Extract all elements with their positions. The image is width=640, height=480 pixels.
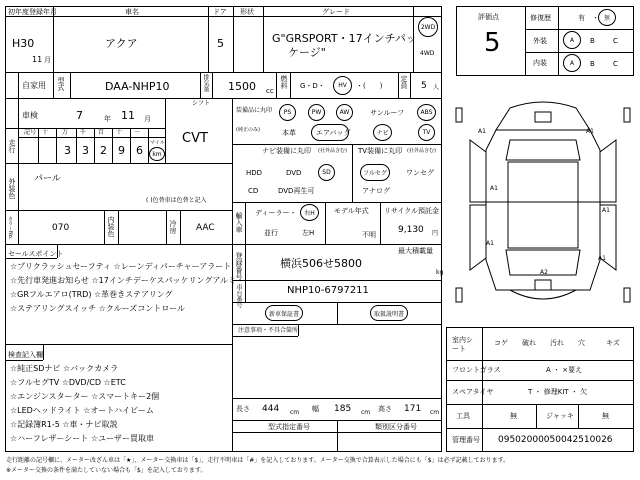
mileage-digit-header: 百 [98, 129, 105, 136]
divider [446, 360, 634, 361]
divider [94, 128, 95, 163]
footer-line-1: 走行距離の記号欄に、メーター改ざん車は「★」、メーター交換車は「$」、走行不明車は「#」を記入しております。メーター交換で合算表示した場合にも「$」は必ず記載しております。 [6, 457, 510, 464]
divider [5, 344, 232, 345]
equip-aw-circle: AW [336, 104, 353, 121]
nav-sd-circle: SD [318, 164, 335, 181]
equip-sunroof: サンルーフ [370, 109, 405, 117]
width-label: 幅 [312, 405, 319, 413]
interior-color-label: 内装色 [107, 216, 115, 237]
divider [18, 98, 19, 244]
tv-sub: (社外品含む) [407, 148, 436, 154]
first-reg-month-unit: 月 [44, 56, 51, 64]
divider [104, 210, 105, 244]
first-reg-era: H30 [12, 37, 35, 50]
manual-circle: 取扱説明書 [370, 305, 408, 321]
control-value: 09502000050042510026 [498, 435, 613, 445]
equip-tv-circle: TV [418, 124, 435, 141]
color-code-value: 070 [52, 223, 70, 233]
sales-point-line: ☆GRフルエアロ(TRD) ☆革巻きステアリング [10, 290, 173, 299]
exterior-c: C [613, 37, 618, 45]
shape-label: 形状 [240, 8, 254, 16]
damage-mark: A2 [540, 269, 548, 276]
front-glass-label: フロントガラス [452, 366, 501, 374]
chassis-label: 車台番号 [235, 284, 242, 308]
color-note: ( )色替車は色替と記入 [146, 197, 207, 204]
color-value: パール [34, 174, 61, 184]
exterior-a-circle: A [563, 31, 581, 49]
mileage-digit: 6 [136, 144, 143, 157]
sales-point-line: ☆ステアリングスイッチ ☆クルーズコントロール [10, 304, 186, 313]
divider [232, 336, 298, 337]
registration-value: 横浜506せ5800 [280, 257, 362, 270]
inspection-month-unit: 月 [144, 115, 151, 123]
drive-2wd-circle: 2WD [418, 17, 438, 37]
color-label: 外装色 [8, 178, 16, 199]
inspector-note-line: ☆ハーフレザーシート ☆ユーザー買取車 [10, 434, 155, 443]
mileage-digit: 9 [118, 144, 125, 157]
shift-label: シフト [192, 100, 211, 107]
equip-ps-circle: PS [279, 104, 296, 121]
score-value: 5 [484, 28, 501, 58]
divider [180, 210, 181, 244]
divider [148, 128, 149, 163]
divider [233, 6, 234, 72]
interior-a-circle: A [563, 54, 581, 72]
damage-mark: A1 [586, 128, 594, 135]
divider [57, 244, 58, 258]
drive-4wd: 4WD [420, 50, 435, 57]
interior-label: 内装 [533, 59, 547, 67]
equip-airbag: エアバッグ [316, 129, 351, 137]
recycle-unit: 円 [432, 230, 439, 237]
door-label: ドア [213, 8, 227, 16]
seat-option: キズ [606, 339, 620, 347]
type-value: DAA-NHP10 [105, 80, 170, 93]
sales-point-line: ☆先行車発進お知らせ ☆17インチデーケスパッケリングアルミ [10, 276, 237, 285]
capacity-label: 定員 [400, 75, 408, 89]
divider [263, 6, 264, 72]
divider [5, 244, 232, 245]
seat-option: 汚れ [550, 339, 564, 347]
equip-leather: 本革 [282, 129, 296, 137]
divider [232, 324, 442, 325]
divider [410, 72, 411, 98]
inspector-note-line: ☆LEDヘッドライト ☆オートハイビーム [10, 406, 154, 415]
ac-value: AAC [196, 223, 215, 233]
footer-line-2: ※メーター交換の条件を満たしていない場合も「$」を記入しております。 [6, 467, 207, 474]
damage-mark: A1 [602, 207, 610, 214]
import-right-hand-circle: 右H [300, 204, 319, 221]
spare-tire-label: スペアタイヤ [452, 388, 494, 396]
jack-value: 無 [602, 412, 609, 420]
divider [165, 98, 166, 163]
tv-title: TV装備に丸印 [358, 147, 403, 155]
sales-points-label: セールスポイント [8, 250, 64, 258]
control-label: 管理番号 [452, 436, 480, 444]
notes-label: 注意事項・不具合箇所 [238, 327, 299, 334]
grade-value-1: G"GRSPORT・17インチパッ [272, 32, 417, 45]
mileage-label: 走行 [8, 139, 16, 153]
divider [118, 210, 119, 244]
exterior-label: 外装 [533, 37, 547, 45]
shift-value: CVT [182, 131, 208, 146]
damage-mark: A1 [598, 255, 606, 262]
repair-label: 修復歴 [530, 14, 551, 22]
type-label: 型式 [57, 77, 65, 91]
divider [337, 420, 338, 452]
ac-label: 冷房 [169, 220, 177, 234]
divider [578, 404, 579, 428]
repair-sep: ・ [592, 14, 599, 22]
equip-airbag-circle [311, 124, 349, 141]
divider [70, 72, 71, 98]
car-damage-diagram [450, 90, 636, 322]
inspection-year-unit: 年 [104, 115, 111, 123]
front-glass-value: A ・ ×要え [546, 366, 583, 374]
mileage-digit-header: 万 [62, 129, 69, 136]
seat-option: コゲ [494, 339, 508, 347]
mileage-km-circle: km [149, 147, 165, 161]
import-label: 輸入車 [235, 212, 243, 233]
equipment-label: 装備品に丸印 [236, 107, 273, 114]
divider [18, 137, 165, 138]
divider [276, 72, 277, 98]
first-reg-label: 初年度登録年月 [8, 8, 57, 16]
divider [536, 404, 537, 428]
inspector-note-line: ☆純正SDナビ ☆バックカメラ [10, 364, 119, 373]
width-unit: cm [361, 409, 371, 416]
divider [5, 163, 232, 164]
equip-pw-circle: PW [308, 104, 325, 121]
inspector-note-line: ☆記録簿R1-5 ☆車・ナビ取説 [10, 420, 118, 429]
mileage-digit-header: 一 [134, 129, 141, 136]
score-label: 評価点 [478, 13, 499, 21]
divider [337, 302, 338, 324]
divider [76, 128, 77, 163]
damage-mark: A1 [478, 128, 486, 135]
mileage-digit: 3 [82, 144, 89, 157]
divider [525, 29, 634, 30]
width-value: 185 [334, 404, 352, 414]
divider [245, 202, 246, 244]
disp-label: 排気量 [202, 74, 209, 92]
inspection-year: 7 [76, 109, 83, 122]
sales-point-line: ☆プリクラッシュセーフティ ☆レーンディパーチャーアラート [10, 262, 232, 271]
import-parallel: 並行 [264, 229, 278, 237]
divider [446, 380, 634, 381]
grade-label: グレード [322, 8, 350, 16]
model-year-label: モデル年式 [334, 207, 369, 215]
divider [325, 202, 326, 244]
inspector-note-line: ☆エンジンスターター ☆スマートキー2個 [10, 392, 160, 401]
car-name: アクア [105, 37, 138, 50]
tv-fullseg-circle: フルセグ [360, 164, 390, 181]
divider [525, 6, 526, 76]
damage-mark: A1 [490, 185, 498, 192]
seat-option: 破れ [522, 339, 536, 347]
interior-b: B [590, 60, 595, 68]
capacity-unit: 人 [433, 84, 440, 91]
divider [232, 98, 233, 245]
recycle-value: 9,130 [398, 225, 424, 235]
length-label: 長さ [236, 405, 250, 413]
capacity-value: 5 [421, 81, 427, 91]
mileage-unit-mile: マイル [150, 140, 165, 146]
divider [112, 128, 113, 163]
equip-navi-circle: ナビ [373, 124, 392, 141]
divider [245, 244, 246, 302]
divider [130, 128, 131, 163]
divider [208, 6, 209, 72]
divider [232, 398, 442, 399]
damage-mark: A1 [486, 240, 494, 247]
repair-yes: 有 [578, 14, 585, 22]
inspection-label: 車検 [22, 111, 38, 120]
mileage-digit-header: 記号 [24, 129, 37, 136]
inspector-note-line: ☆フルセグTV ☆DVD/CD ☆ETC [10, 378, 126, 387]
divider [5, 360, 43, 361]
divider [232, 202, 442, 203]
nav-dvd: DVD [286, 169, 302, 177]
divider [446, 428, 634, 429]
import-left-hand: 左H [302, 229, 315, 237]
divider [166, 210, 167, 244]
divider [290, 72, 291, 98]
tools-value: 無 [510, 412, 517, 420]
divider [53, 72, 54, 98]
fuel-label: 燃料 [280, 75, 288, 89]
divider [232, 144, 442, 145]
category-label: 類別区分番号 [375, 423, 417, 431]
use-label: 自家用 [22, 81, 46, 90]
divider [298, 324, 299, 336]
nav-dvd-play: DVD再生可 [278, 187, 315, 195]
equip-abs-circle: ABS [417, 104, 436, 121]
divider [398, 72, 399, 98]
inspection-month: 11 [121, 109, 135, 122]
divider [5, 258, 57, 259]
registration-label: 登録番号 [235, 252, 243, 280]
divider [43, 344, 44, 360]
name-label: 車名 [125, 8, 139, 16]
first-reg-month: 11 [32, 55, 43, 64]
door-value: 5 [217, 37, 224, 50]
disp-value: 1500 [228, 80, 256, 93]
warranty-circle: 新車保証書 [265, 305, 303, 321]
divider [558, 6, 559, 76]
nav-hdd: HDD [246, 169, 263, 177]
spare-tire-value: T ・ 修理KIT ・ 欠 [528, 388, 588, 396]
divider [200, 72, 201, 98]
jack-label: ジャッキ [546, 412, 574, 420]
divider [212, 72, 213, 98]
mileage-digit-header: 十 [42, 129, 49, 136]
divider [5, 16, 442, 17]
interior-seat-label: 室内シート [452, 336, 473, 354]
tools-label: 工具 [456, 412, 470, 420]
nav-sub: (社外品含む) [318, 148, 347, 154]
length-unit: cm [290, 409, 300, 416]
exterior-b: B [590, 37, 595, 45]
nav-cd: CD [248, 187, 259, 195]
fuel-other: ・( ) [356, 82, 383, 90]
inspector-notes-label: 検査記入欄 [8, 351, 43, 359]
model-year-value: 不明 [362, 231, 376, 239]
divider [18, 72, 19, 98]
divider [232, 244, 233, 452]
divider [525, 52, 634, 53]
interior-c: C [613, 60, 618, 68]
nav-title: ナビ装備に丸印 [262, 147, 311, 155]
divider [232, 280, 442, 281]
length-value: 444 [262, 404, 280, 414]
seat-option: 穴 [578, 339, 585, 347]
grade-value-2: ケージ" [288, 46, 326, 59]
divider [5, 98, 442, 99]
divider [352, 144, 353, 202]
divider [232, 244, 442, 245]
fuel-options: G・D・ [300, 82, 325, 90]
import-dealer: ディーラー・ [255, 209, 297, 217]
equipment-sublabel: (純正のみ) [236, 127, 260, 133]
recycle-label: リサイクル預託金 [384, 207, 440, 215]
fuel-hv-circle: HV [333, 76, 352, 95]
max-load-unit: kg [436, 269, 444, 276]
type-designation-label: 型式指定番号 [268, 423, 310, 431]
height-unit: cm [430, 409, 440, 416]
mileage-digit-header: 千 [80, 129, 87, 136]
disp-unit: cc [266, 87, 274, 95]
divider [446, 404, 634, 405]
divider [380, 202, 381, 244]
repair-no-circle: 無 [598, 9, 616, 26]
mileage-digit: 2 [100, 144, 107, 157]
chassis-value: NHP10-6797211 [287, 285, 369, 296]
divider [56, 128, 57, 163]
max-load-label: 最大積載量 [398, 247, 433, 255]
height-label: 高さ [378, 405, 392, 413]
tv-oneseg: ワンセグ [406, 169, 434, 177]
divider [38, 128, 39, 163]
mileage-digit-header: 十 [116, 129, 123, 136]
tv-analog: アナログ [362, 187, 390, 195]
height-value: 171 [404, 404, 422, 414]
color-code-label: カラーNo. [7, 216, 13, 240]
mileage-digit: 3 [64, 144, 71, 157]
